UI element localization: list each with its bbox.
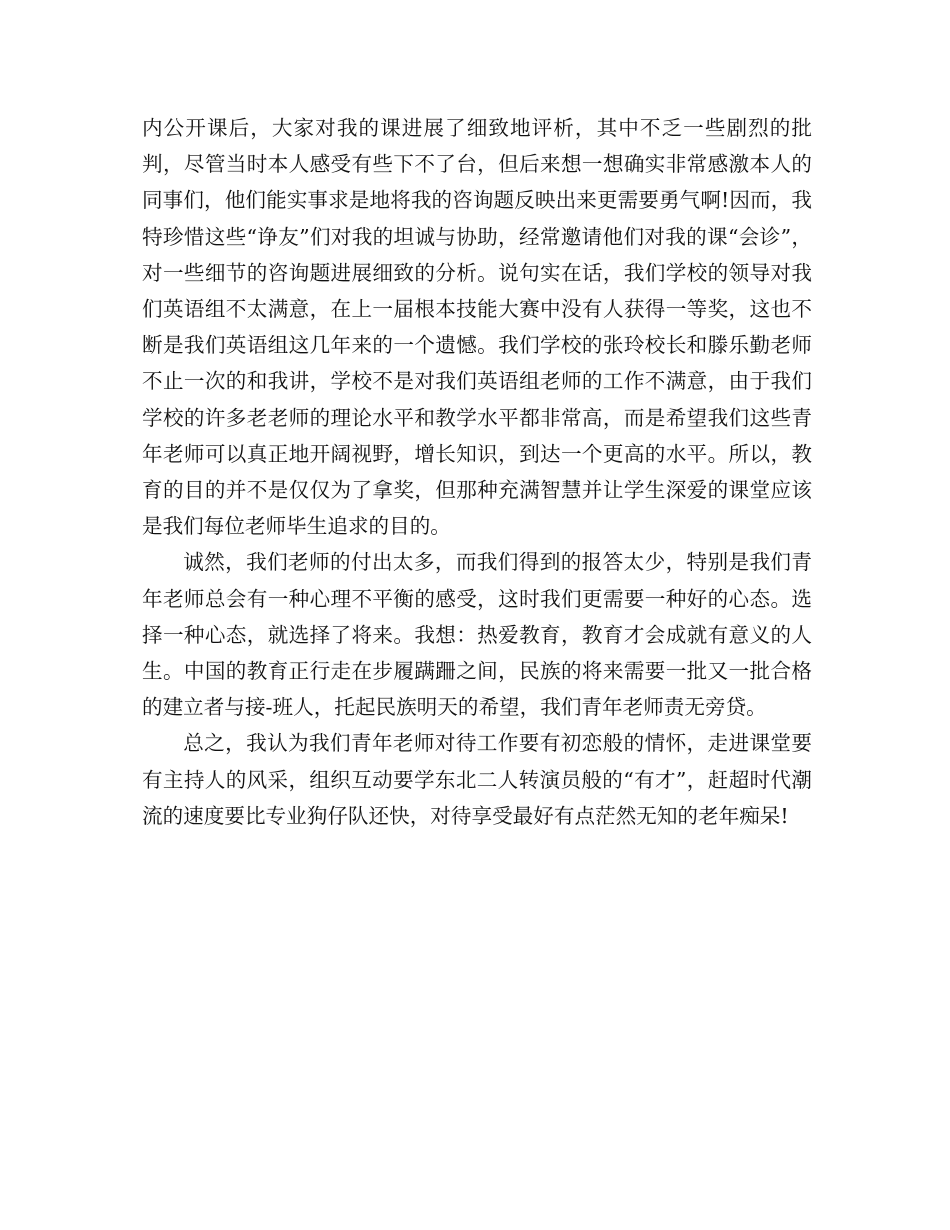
paragraph-3: 总之，我认为我们青年老师对待工作要有初恋般的情怀，走进课堂要有主持人的风采，组织互动要学东北二人转演员般的“有才”，赶超时代潮流的速度要比专业狗仔队还快，对待享受最好有点茫然无知的老年痴呆!	[142, 731, 812, 828]
document-body	[142, 110, 812, 834]
paragraph-2: 诚然，我们老师的付出太多，而我们得到的报答太少，特别是我们青年老师总会有一种心理不平衡的感受，这时我们更需要一种好的心态。选择一种心态，就选择了将来。我想：热爱教育，教育才会成就有意义的人生。中国的教育正行走在步履蹒跚之间，民族的将来需要一批又一批合格的建立者与接-班人，托起民族明天的希望，我们青年老师责无旁贷。	[142, 550, 812, 720]
paragraph-1: 内公开课后，大家对我的课进展了细致地评析，其中不乏一些剧烈的批判，尽管当时本人感受有些下不了台，但后来想一想确实非常感激本人的同事们，他们能实事求是地将我的咨询题反映出来更需要勇气啊!因而，我特珍惜这些“诤友”们对我的坦诚与协助，经常邀请他们对我的课“会诊”，对一些细节的咨询题进展细致的分析。说句实在话，我们学校的领导对我们英语组不太满意，在上一届根本技能大赛中没有人获得一等奖，这也不断是我们英语组这几年来的一个遗憾。我们学校的张玲校长和滕乐勤老师不止一次的和我讲，学校不是对我们英语组老师的工作不满意，由于我们学校的许多老老师的理论水平和教学水平都非常高，而是希望我们这些青年老师可以真正地开阔视野，增长知识，到达一个更高的水平。所以，教育的目的并不是仅仅为了拿奖，但那种充满智慧并让学生深爱的课堂应该是我们每位老师毕生追求的目的。	[142, 116, 812, 539]
